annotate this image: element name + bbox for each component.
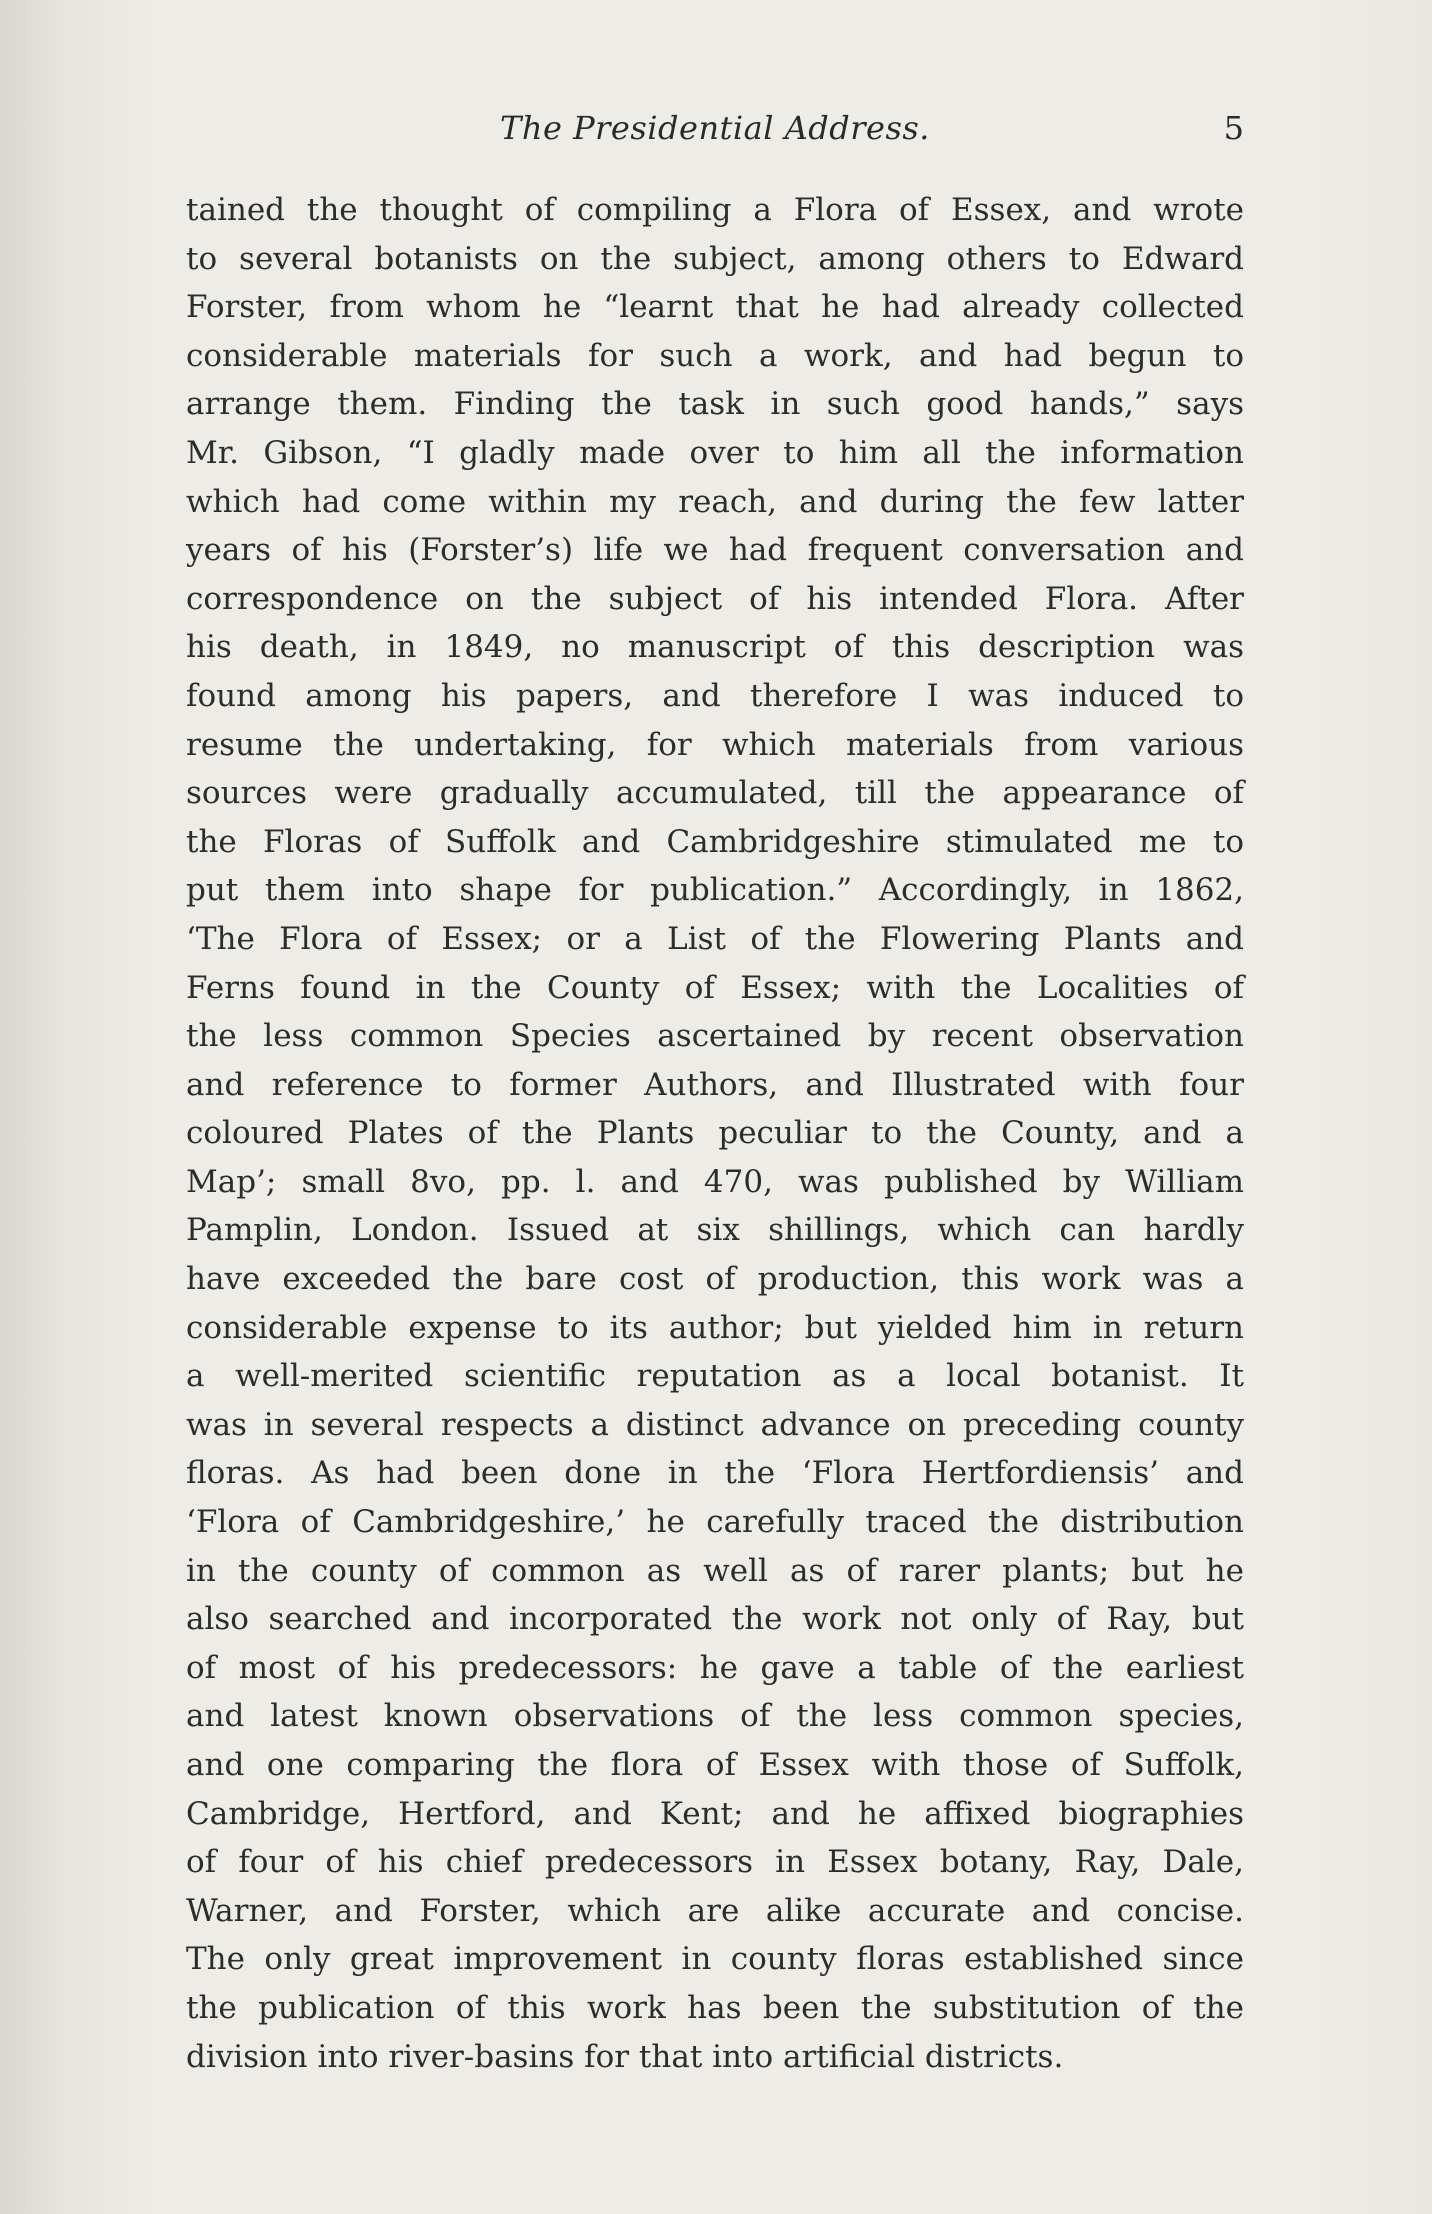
text-line: resume the undertaking, for which materials from various bbox=[186, 726, 1244, 763]
text-line: a well-merited scientific reputation as a local botanist. It bbox=[186, 1358, 1244, 1395]
text-line: Ferns found in the County of Essex; with the Localities of bbox=[186, 969, 1244, 1006]
text-line: Pamplin, London. Issued at six shillings, which can hardly bbox=[186, 1212, 1244, 1249]
text-line: and reference to former Authors, and Illustrated with four bbox=[186, 1066, 1244, 1103]
text-line: which had come within my reach, and during the few latter bbox=[186, 483, 1244, 520]
text-line: his death, in 1849, no manuscript of this description was bbox=[186, 629, 1244, 666]
text-line: The only great improvement in county floras established since bbox=[186, 1941, 1244, 1978]
text-line: ‘The Flora of Essex; or a List of the Flowering Plants and bbox=[186, 920, 1244, 957]
text-line: and one comparing the flora of Essex with those of Suffolk, bbox=[186, 1747, 1244, 1783]
text-line: coloured Plates of the Plants peculiar to the County, and a bbox=[186, 1115, 1244, 1152]
text-line: sources were gradually accumulated, till the appearance of bbox=[186, 775, 1244, 812]
text-line: Cambridge, Hertford, and Kent; and he affixed biographies bbox=[186, 1795, 1244, 1832]
text-line: ‘Flora of Cambridgeshire,’ he carefully traced the distribution bbox=[186, 1504, 1244, 1541]
text-line: put them into shape for publication.” Accordingly, in 1862, bbox=[186, 872, 1244, 909]
body-paragraph bbox=[186, 186, 1244, 2081]
text-line: division into river-basins for that into artificial districts. bbox=[186, 2038, 1064, 2075]
text-line: the Floras of Suffolk and Cambridgeshire stimulated me to bbox=[186, 823, 1244, 860]
text-line: was in several respects a distinct advance on preceding county bbox=[186, 1406, 1244, 1443]
text-line: Warner, and Forster, which are alike accurate and concise. bbox=[186, 1892, 1244, 1929]
text-line: of most of his predecessors: he gave a table of the earliest bbox=[186, 1649, 1244, 1686]
text-line: years of his (Forster’s) life we had frequent conversation and bbox=[186, 532, 1244, 569]
text-line: to several botanists on the subject, among others to Edward bbox=[186, 240, 1244, 277]
text-line: considerable expense to its author; but yielded him in return bbox=[186, 1309, 1244, 1346]
text-line: considerable materials for such a work, and had begun to bbox=[186, 337, 1244, 374]
text-line: have exceeded the bare cost of production, this work was a bbox=[186, 1261, 1244, 1298]
page-number: 5 bbox=[1223, 109, 1244, 147]
text-line: correspondence on the subject of his intended Flora. After bbox=[186, 580, 1244, 617]
text-line: arrange them. Finding the task in such good hands,” says bbox=[186, 386, 1244, 423]
text-line: Forster, from whom he “learnt that he had already collected bbox=[186, 289, 1244, 326]
text-line: also searched and incorporated the work not only of Ray, but bbox=[186, 1601, 1244, 1638]
text-line: and latest known observations of the less common species, bbox=[186, 1698, 1244, 1735]
text-line: Map’; small 8vo, pp. l. and 470, was published by William bbox=[186, 1163, 1244, 1200]
text-line: floras. As had been done in the ‘Flora Hertfordiensis’ and bbox=[186, 1455, 1244, 1492]
text-line: the publication of this work has been the substitution of the bbox=[186, 1989, 1244, 2026]
page-header bbox=[186, 106, 1244, 150]
text-line: Mr. Gibson, “I gladly made over to him all the information bbox=[186, 434, 1244, 471]
text-line: tained the thought of compiling a Flora of Essex, and wrote bbox=[186, 192, 1244, 228]
text-line: the less common Species ascertained by recent observation bbox=[186, 1018, 1244, 1055]
text-line: found among his papers, and therefore I was induced to bbox=[186, 677, 1244, 714]
running-title: The Presidential Address. bbox=[500, 109, 930, 147]
text-line: in the county of common as well as of rarer plants; but he bbox=[186, 1552, 1244, 1589]
text-line: of four of his chief predecessors in Essex botany, Ray, Dale, bbox=[186, 1844, 1244, 1881]
